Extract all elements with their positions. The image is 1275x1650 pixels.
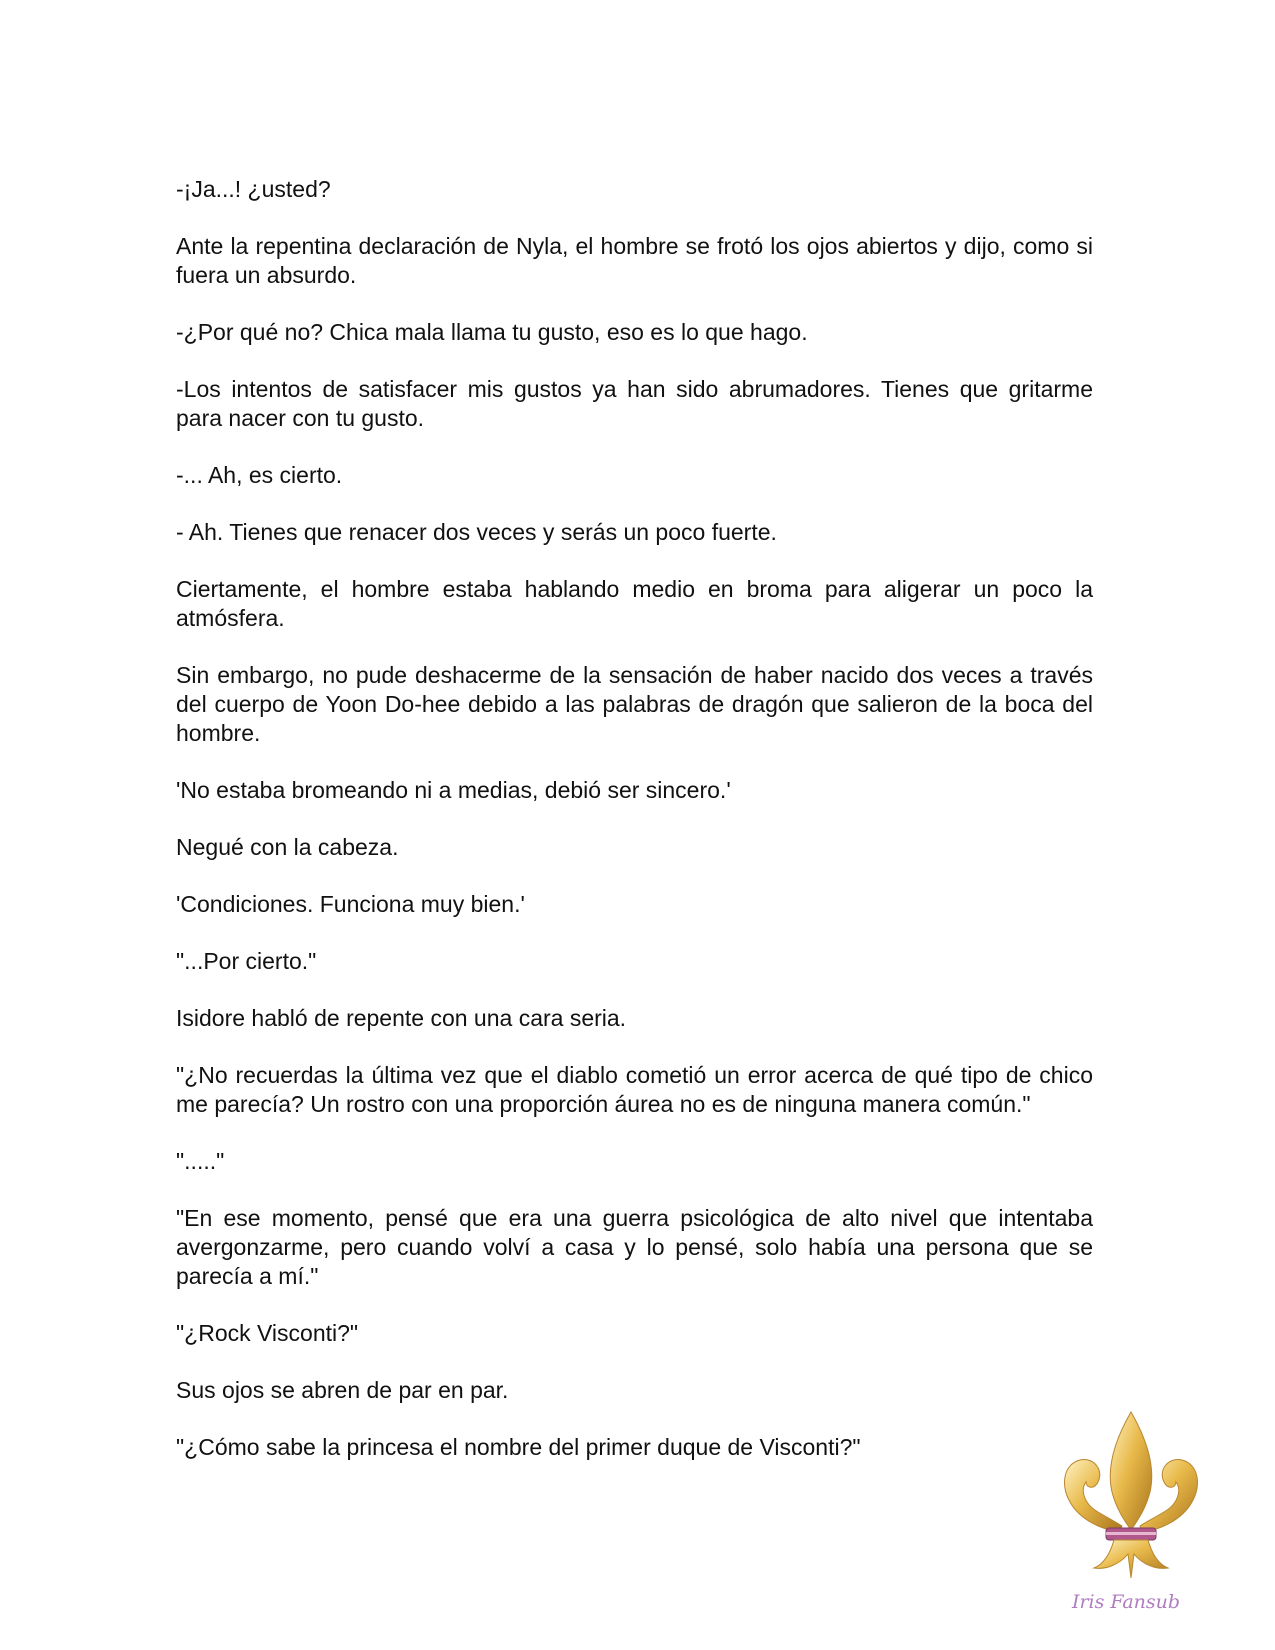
document-text	[176, 175, 1093, 1490]
paragraph: "¿Cómo sabe la princesa el nombre del primer duque de Visconti?"	[176, 1434, 861, 1460]
paragraph: -... Ah, es cierto.	[176, 462, 343, 488]
paragraph: "....."	[176, 1148, 225, 1174]
paragraph: - Ah. Tienes que renacer dos veces y serás un poco fuerte.	[176, 519, 777, 545]
paragraph: 'Condiciones. Funciona muy bien.'	[176, 891, 525, 917]
paragraph: "¿Rock Visconti?"	[176, 1320, 359, 1346]
paragraph: Ante la repentina declaración de Nyla, el hombre se frotó los ojos abiertos y dijo, como si fuera un absurdo.	[176, 233, 1093, 288]
paragraph: -¡Ja...! ¿usted?	[176, 176, 331, 202]
paragraph: 'No estaba bromeando ni a medias, debió ser sincero.'	[176, 777, 731, 803]
paragraph: -Los intentos de satisfacer mis gustos ya han sido abrumadores. Tienes que gritarme para nacer con tu gusto.	[176, 376, 1093, 431]
paragraph: Sin embargo, no pude deshacerme de la sensación de haber nacido dos veces a través del cuerpo de Yoon Do-hee debido a las palabras de dragón que salieron de la boca del hombre.	[176, 662, 1093, 746]
paragraph: -¿Por qué no? Chica mala llama tu gusto, eso es lo que hago.	[176, 319, 808, 345]
fleur-de-lis-icon	[1050, 1408, 1212, 1618]
paragraph: Negué con la cabeza.	[176, 834, 399, 860]
logo-caption: Iris Fansub	[1071, 1591, 1181, 1613]
paragraph: Isidore habló de repente con una cara seria.	[176, 1005, 627, 1031]
fansub-logo	[1050, 1408, 1212, 1618]
paragraph: Ciertamente, el hombre estaba hablando medio en broma para aligerar un poco la atmósfera.	[176, 576, 1093, 631]
paragraph: "...Por cierto."	[176, 948, 317, 974]
paragraph: "¿No recuerdas la última vez que el diablo cometió un error acerca de qué tipo de chico me parecía? Un rostro con una proporción áurea no es de ninguna manera común."	[176, 1062, 1093, 1117]
paragraph: "En ese momento, pensé que era una guerra psicológica de alto nivel que intentaba avergonzarme, pero cuando volví a casa y lo pensé, solo había una persona que se parecía a mí."	[176, 1205, 1093, 1289]
paragraph: Sus ojos se abren de par en par.	[176, 1377, 509, 1403]
